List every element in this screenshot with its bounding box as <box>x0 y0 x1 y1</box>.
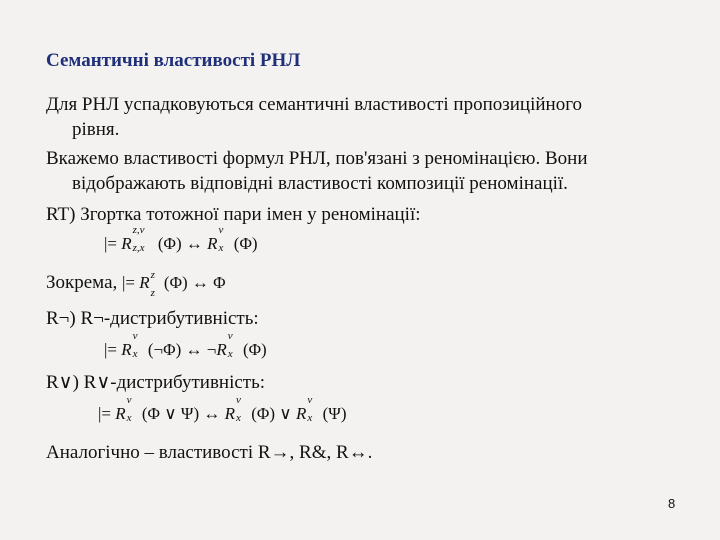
renomination-indices <box>227 330 239 360</box>
renomination-symbol: R <box>139 273 150 292</box>
renomination-superscript: v <box>227 330 233 342</box>
negation-symbol: ¬ <box>206 340 217 359</box>
formula-argument: (Φ) <box>233 234 258 253</box>
ror-formula <box>98 394 347 424</box>
renomination-symbol: R <box>216 340 227 359</box>
formula-argument: (Φ ∨ Ψ) <box>141 404 200 423</box>
analog-text: Аналогічно – властивості R→, R&, R↔. <box>46 442 373 463</box>
renomination-symbol: R <box>115 404 126 423</box>
rt-label: RT) Згортка тотожної пари імен у реномінації: <box>46 204 421 225</box>
formula-rhs: Φ <box>213 273 226 292</box>
rneg-label: R¬) R¬-дистрибутивність: <box>46 308 259 329</box>
renomination-indices <box>126 394 138 424</box>
paragraph-line: рівня. <box>72 119 120 140</box>
ror-heading <box>46 370 686 395</box>
renomination-symbol: R <box>295 404 307 423</box>
rt-formula <box>104 224 258 254</box>
turnstile: |= <box>104 340 117 359</box>
iff-symbol: ↔ <box>185 234 203 253</box>
renomination-superscript: z <box>150 269 155 281</box>
formula-argument: (Φ) <box>157 234 182 253</box>
renomination-subscript: z <box>150 287 155 299</box>
renomination-subscript: x <box>218 242 224 254</box>
formula-argument: (Φ) <box>242 340 267 359</box>
paragraph-line: Вкажемо властивості формул РНЛ, пов'язані з реномінацією. Вони <box>46 148 588 169</box>
turnstile: |= <box>122 273 136 292</box>
renomination-subscript: x <box>126 412 132 424</box>
paragraph-properties <box>46 146 686 196</box>
renomination-symbol: R <box>207 234 218 253</box>
renomination-indices <box>132 224 154 254</box>
ror-label: R∨) R∨-дистрибутивність: <box>46 372 266 393</box>
renomination-symbol: R <box>121 234 132 253</box>
iff-symbol: ↔ <box>185 340 203 359</box>
renomination-superscript: v <box>236 394 241 406</box>
page-number: 8 <box>668 496 676 511</box>
renomination-indices <box>306 394 318 424</box>
renomination-indices <box>235 394 247 424</box>
renomination-symbol: R <box>224 404 236 423</box>
zokrema-content <box>46 269 686 299</box>
formula-argument: (Φ) <box>163 273 188 292</box>
formula-argument: (Ψ) <box>322 404 347 423</box>
slide-title: Семантичні властивості РНЛ <box>46 50 301 71</box>
iff-symbol: ↔ <box>191 273 209 292</box>
renomination-superscript: v <box>218 224 224 236</box>
renomination-superscript: z,v <box>132 224 145 236</box>
renomination-indices <box>150 269 160 299</box>
zokrema-label: Зокрема, <box>46 272 118 293</box>
renomination-superscript: v <box>307 394 313 406</box>
renomination-subscript: x <box>227 348 233 360</box>
renomination-subscript: z,x <box>132 242 145 254</box>
formula-argument: (¬Φ) <box>147 340 182 359</box>
renomination-superscript: v <box>126 394 132 406</box>
zokrema-formula <box>122 269 226 299</box>
renomination-superscript: v <box>132 330 138 342</box>
renomination-subscript: x <box>307 412 313 424</box>
paragraph-inheritance <box>46 92 686 142</box>
renomination-subscript: x <box>132 348 138 360</box>
formula-argument: (Φ) ∨ <box>251 404 292 423</box>
paragraph-line: відображають відповідні властивості композиції реномінації. <box>72 173 568 194</box>
renomination-indices <box>132 330 144 360</box>
renomination-indices <box>218 224 230 254</box>
turnstile: |= <box>104 234 117 253</box>
rneg-heading <box>46 306 686 331</box>
renomination-subscript: x <box>236 412 241 424</box>
rneg-formula <box>104 330 267 360</box>
analog-line <box>46 440 686 465</box>
renomination-symbol: R <box>121 340 132 359</box>
zokrema-line <box>46 269 686 299</box>
iff-symbol: ↔ <box>203 404 221 423</box>
paragraph-line: Для РНЛ успадковуються семантичні властивості пропозиційного <box>46 94 583 115</box>
turnstile: |= <box>98 404 111 423</box>
